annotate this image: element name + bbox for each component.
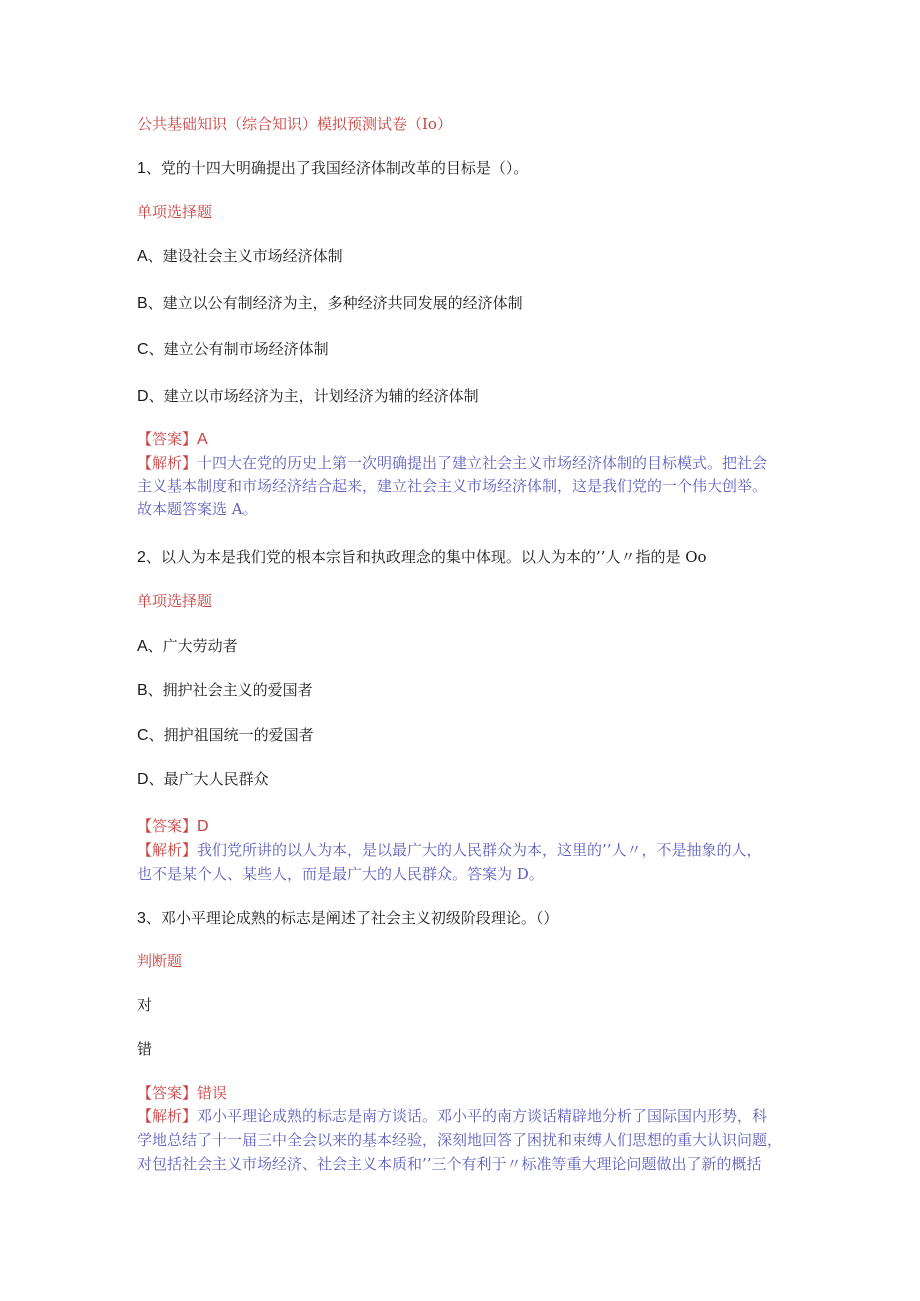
analysis-line — [137, 453, 767, 473]
option-c — [137, 339, 329, 360]
question-number: 3 — [137, 910, 146, 927]
answer-label: 【答案】 — [137, 430, 198, 448]
question-type-label: 判断题 — [137, 952, 183, 970]
answer-label: 【答案】 — [137, 1084, 198, 1102]
question-1 — [137, 158, 528, 179]
question-3 — [137, 908, 558, 929]
analysis-text: 主义基本制度和市场经济结合起来，建立社会主义市场经济体制，这是我们党的一个伟大创举。 — [137, 477, 768, 495]
analysis-text: 故本题答案选 A。 — [137, 500, 258, 518]
question-text: 、邓小平理论成熟的标志是阐述了社会主义初级阶段理论。（） — [145, 909, 559, 927]
question-number: 1 — [137, 160, 146, 177]
question-2 — [137, 547, 707, 568]
analysis-label: 【解析】 — [137, 841, 198, 859]
option-text: 、建立以市场经济为主，计划经济为辅的经济体制 — [148, 387, 479, 405]
option-a — [137, 246, 343, 267]
analysis-text: 也不是某个人、某些人，而是最广大的人民群众。答案为 D。 — [137, 865, 544, 883]
analysis-text: 学地总结了十一届三中全会以来的基本经验，深刻地回答了困扰和束缚人们思想的重大认识问题， — [137, 1131, 783, 1149]
option-letter: D — [137, 388, 149, 405]
option-text: 、拥护社会主义的爱国者 — [147, 681, 313, 699]
answer-label: 【答案】 — [137, 817, 198, 835]
answer-value: A — [197, 431, 208, 448]
option-a — [137, 636, 238, 657]
analysis-line — [137, 1106, 767, 1126]
analysis-line — [137, 840, 762, 860]
option-d — [137, 386, 479, 407]
option-c — [137, 725, 314, 746]
option-letter: A — [137, 248, 148, 265]
analysis-label: 【解析】 — [137, 454, 198, 472]
option-letter: D — [137, 771, 149, 788]
analysis-text: 邓小平理论成熟的标志是南方谈话。邓小平的南方谈话精辟地分析了国际国内形势，科 — [197, 1107, 768, 1125]
question-type-label: 单项选择题 — [137, 203, 213, 221]
question-text: 、党的十四大明确提出了我国经济体制改革的目标是（）。 — [145, 159, 529, 177]
option-text: 、广大劳动者 — [147, 637, 238, 655]
page-title: 公共基础知识（综合知识）模拟预测试卷（Io） — [137, 115, 452, 133]
option-letter: A — [137, 638, 148, 655]
analysis-text: 我们党所讲的以人为本，是以最广大的人民群众为本，这里的’’人〃，不是抽象的人， — [197, 841, 762, 859]
answer-line — [137, 429, 208, 450]
option-d — [137, 769, 269, 790]
option-letter: C — [137, 341, 149, 358]
option-text: 、拥护祖国统一的爱国者 — [148, 726, 314, 744]
option-b — [137, 680, 313, 701]
analysis-label: 【解析】 — [137, 1107, 198, 1125]
answer-value: D — [197, 818, 209, 835]
option-b — [137, 293, 523, 314]
option-text: 、最广大人民群众 — [148, 770, 269, 788]
answer-line — [137, 816, 209, 837]
answer-value: 错误 — [197, 1084, 228, 1102]
option-true: 对 — [137, 996, 153, 1014]
option-letter: B — [137, 295, 148, 312]
analysis-text: 对包括社会主义市场经济、社会主义本质和’’三个有利于〃标准等重大理论问题做出了新的概括 — [137, 1155, 762, 1173]
question-number: 2 — [137, 549, 146, 566]
question-type-label: 单项选择题 — [137, 592, 213, 610]
option-text: 、建立公有制市场经济体制 — [148, 340, 329, 358]
analysis-text: 十四大在党的历史上第一次明确提出了建立社会主义市场经济体制的目标模式。把社会 — [197, 454, 768, 472]
option-text: 、建设社会主义市场经济体制 — [147, 247, 343, 265]
answer-line — [137, 1083, 227, 1103]
question-text: 、以人为本是我们党的根本宗旨和执政理念的集中体现。以人为本的’’人〃指的是 Oo — [145, 548, 707, 566]
option-false: 错 — [137, 1040, 153, 1058]
option-letter: C — [137, 727, 149, 744]
option-letter: B — [137, 682, 148, 699]
option-text: 、建立以公有制经济为主，多种经济共同发展的经济体制 — [147, 294, 523, 312]
